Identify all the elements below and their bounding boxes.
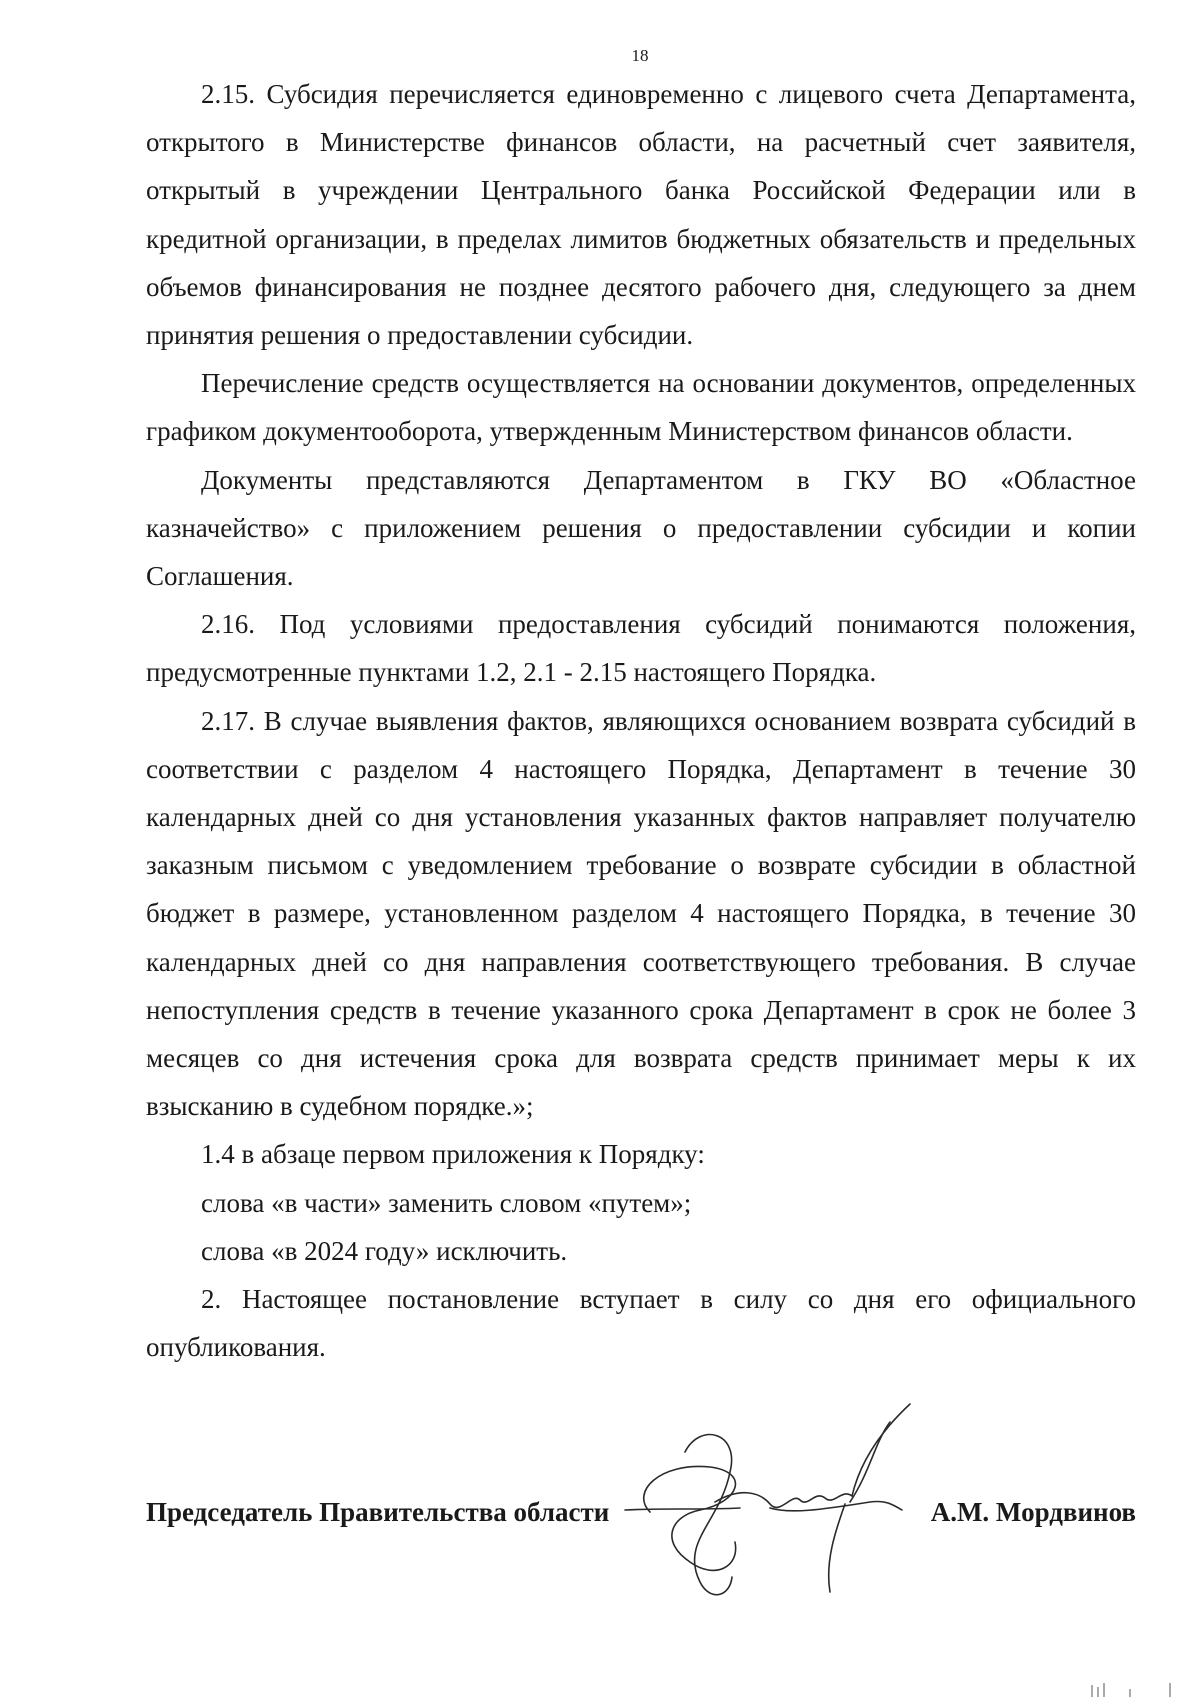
signer-title: Председатель Правительства области [146, 1497, 610, 1527]
page-number: 18 [631, 46, 649, 65]
paragraph-2-17: 2.17. В случае выявления фактов, являющихся основанием возврата субсидий в соответствии с разделом 4 настоящего Порядка, Департамент в течение 30 календарных дней со дня установления указанных фактов направляет получателю заказным письмом с уведомлением требование о возврате субсидии в областной бюджет в размере, установленном разделом 4 настоящего Порядка, в течение 30 календарных дней со дня направления соответствующего требования. В случае непоступления средств в течение указанного срока Департамент в срок не более 3 месяцев со дня истечения срока для возврата средств принимает меры к их взысканию в судебном порядке.»; [146, 705, 1136, 1122]
paragraph-1-4: 1.4 в абзаце первом приложения к Порядку: [201, 1139, 705, 1170]
paragraph-transfer: Перечисление средств осуществляется на основании документов, определенных графиком документооборота, утвержденным Министерством финансов области. [146, 368, 1136, 447]
signer-name: А.М. Мордвинов [930, 1497, 1136, 1527]
paragraph-2-16: 2.16. Под условиями предоставления субсидий понимаются положения, предусмотренные пунктами 1.2, 2.1 - 2.15 настоящего Порядка. [146, 609, 1136, 688]
paragraph-effective: 2. Настоящее постановление вступает в силу со дня его официального опубликования. [146, 1284, 1136, 1363]
paragraph-documents: Документы представляются Департаментом в ГКУ ВО «Областное казначейство» с приложением решения о предоставлении субсидии и копии Соглашения. [146, 464, 1136, 592]
handwritten-signature [620, 1392, 950, 1622]
paragraph-replace: слова «в части» заменить словом «путем»; [201, 1187, 692, 1218]
margin-tick-marks [1090, 1677, 1180, 1697]
document-body [146, 70, 1136, 1371]
paragraph-exclude: слова «в 2024 году» исключить. [201, 1235, 568, 1266]
paragraph-2-15: 2.15. Субсидия перечисляется единовременно с лицевого счета Департамента, открытого в Министерстве финансов области, на расчетный счет заявителя, открытый в учреждении Центрального банка Российской Федерации или в кредитной организации, в пределах лимитов бюджетных обязательств и предельных объемов финансирования не позднее десятого рабочего дня, следующего за днем принятия решения о предоставлении субсидии. [146, 79, 1136, 351]
